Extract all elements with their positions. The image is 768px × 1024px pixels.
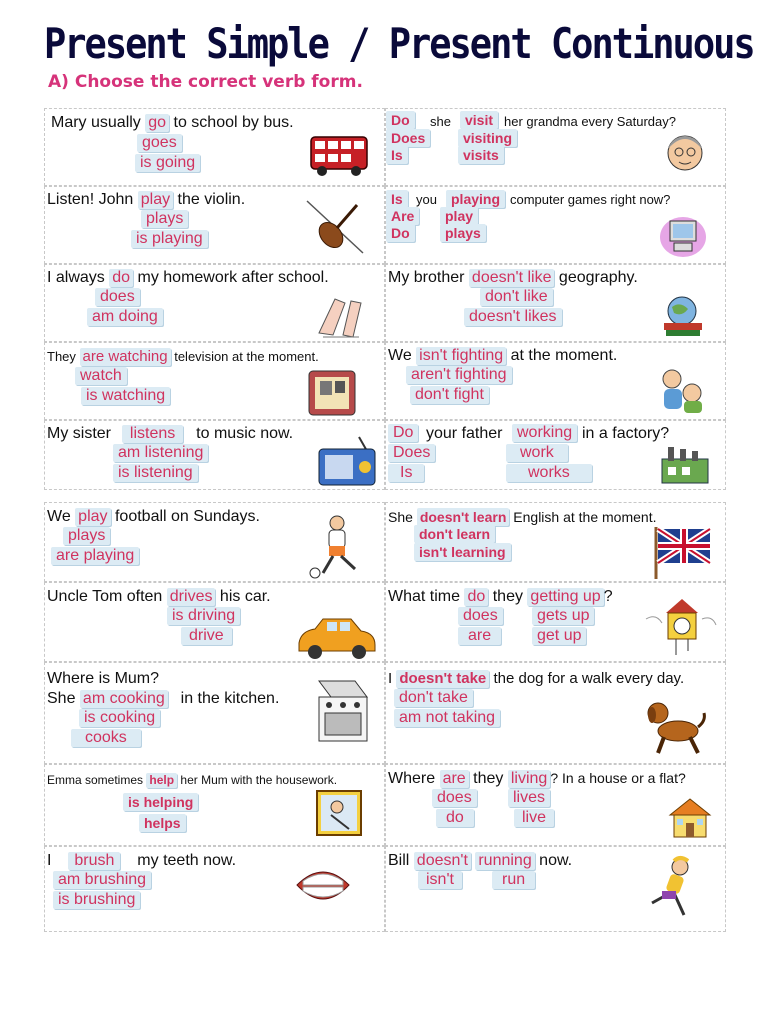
answer-option[interactable]: isn't learning: [414, 543, 511, 561]
answer-option[interactable]: am not taking: [394, 709, 500, 727]
sentence-question: Where is Mum?: [47, 670, 160, 687]
violin-icon: [303, 195, 367, 259]
sentence-end: computer games right now?: [510, 192, 671, 207]
answer-option[interactable]: doesn't like: [469, 269, 555, 287]
answer-option[interactable]: Do: [388, 424, 418, 442]
page-title: Present Simple / Present Continuous: [44, 20, 754, 69]
kids-fighting-icon: [656, 363, 708, 415]
answer-option[interactable]: doesn't likes: [464, 308, 562, 326]
grandma-icon: [662, 129, 708, 181]
factory-icon: [660, 445, 710, 485]
exercise-item-12: [385, 502, 726, 582]
exercise-item-14: [385, 582, 726, 662]
sentence-start: We: [47, 508, 71, 525]
answer-option[interactable]: isn't fighting: [416, 347, 506, 365]
sentence-start: I always: [47, 269, 105, 286]
exercise-item-4: [385, 186, 726, 264]
sentence-end: in the kitchen.: [180, 690, 280, 707]
answer-option[interactable]: living: [508, 770, 550, 788]
television-icon: [307, 367, 357, 419]
sentence-word: they: [492, 588, 523, 605]
sentence-end: my homework after school.: [137, 269, 329, 286]
sentence-start: Emma sometimes: [47, 773, 144, 787]
exercise-item-20: [385, 846, 726, 932]
answer-option[interactable]: does: [458, 607, 503, 625]
answer-option[interactable]: doesn't take: [396, 670, 489, 688]
answer-option[interactable]: help: [146, 773, 177, 788]
answer-option[interactable]: working: [512, 424, 577, 442]
answer-option[interactable]: brush: [68, 852, 120, 870]
answer-option[interactable]: visits: [458, 146, 504, 164]
answer-option[interactable]: works: [506, 464, 592, 482]
answer-option[interactable]: am brushing: [53, 871, 151, 889]
sentence-start: My brother: [388, 269, 465, 286]
sentence-end: the dog for a walk every day.: [493, 670, 685, 687]
question-mark: ?: [603, 588, 613, 605]
answer-option[interactable]: does: [432, 789, 477, 807]
exercise-item-11: [44, 502, 385, 582]
sentence-start: I: [47, 852, 52, 869]
sentence-start: Where: [388, 770, 436, 787]
exercise-item-8: [385, 342, 726, 420]
answer-option[interactable]: Is: [386, 190, 408, 208]
answer-option[interactable]: doesn't: [414, 852, 471, 870]
answer-option[interactable]: are watching: [80, 348, 171, 366]
answer-option[interactable]: getting up: [527, 588, 603, 606]
answer-option[interactable]: Is: [386, 146, 408, 164]
answer-option[interactable]: live: [514, 809, 554, 827]
sentence-end: English at the moment.: [513, 509, 657, 525]
answer-option[interactable]: don't take: [394, 689, 473, 707]
answer-option[interactable]: plays: [63, 527, 110, 545]
exercise-item-9: [44, 420, 385, 490]
exercise-grid: [44, 108, 726, 933]
exercise-item-6: [385, 264, 726, 342]
stove-icon: [315, 677, 371, 743]
exercise-item-5: [44, 264, 385, 342]
answer-option[interactable]: is playing: [131, 230, 208, 248]
answer-option[interactable]: watch: [75, 367, 127, 385]
sentence-end: in a factory?: [582, 425, 670, 442]
answer-option[interactable]: listens: [122, 425, 183, 443]
answer-option[interactable]: doesn't learn: [417, 508, 510, 526]
answer-option[interactable]: play: [440, 207, 478, 225]
answer-option[interactable]: Do: [386, 224, 415, 242]
cuckoo-clock-icon: [642, 595, 718, 659]
answer-option[interactable]: is watching: [81, 387, 170, 405]
answer-option[interactable]: am cooking: [80, 690, 168, 708]
house-icon: [666, 795, 714, 841]
dog-icon: [644, 693, 710, 757]
sentence-start: Uncle Tom often: [47, 588, 163, 605]
exercise-item-19: [44, 846, 385, 932]
exercise-item-13: [44, 582, 385, 662]
answer-option[interactable]: is listening: [113, 464, 198, 482]
answer-option[interactable]: playing: [446, 190, 505, 208]
exercise-instruction: A) Choose the correct verb form.: [48, 72, 363, 92]
answer-option[interactable]: Are: [386, 207, 419, 225]
sentence-start: She: [47, 690, 76, 707]
uk-flag-icon: [652, 523, 714, 581]
sentence-start: Mary usually: [51, 114, 141, 131]
answer-option[interactable]: are playing: [51, 547, 139, 565]
sentence-start: We: [388, 347, 412, 364]
answer-option[interactable]: Is: [388, 464, 424, 482]
sentence-start: What time: [388, 588, 461, 605]
answer-option[interactable]: are: [458, 627, 501, 645]
sentence-start: Bill: [388, 852, 410, 869]
answer-option[interactable]: does: [95, 288, 140, 306]
sentence-start: She: [388, 509, 413, 525]
answer-option[interactable]: lives: [508, 789, 550, 807]
answer-option[interactable]: drives: [167, 588, 216, 606]
cleaning-icon: [315, 789, 363, 839]
exercise-item-2: [385, 108, 726, 186]
answer-option[interactable]: Does: [388, 444, 435, 462]
answer-option[interactable]: run: [492, 871, 535, 889]
sentence-end: television at the moment.: [174, 349, 319, 364]
teeth-icon: [291, 859, 355, 915]
sentence-end: my teeth now.: [137, 852, 237, 869]
answer-option[interactable]: am listening: [113, 444, 208, 462]
answer-option[interactable]: don't learn: [414, 525, 495, 543]
answer-option[interactable]: is cooking: [79, 709, 160, 727]
answer-option[interactable]: play: [75, 508, 110, 526]
answer-option[interactable]: helps: [139, 814, 186, 832]
answer-option[interactable]: is helping: [123, 793, 198, 811]
answer-option[interactable]: aren't fighting: [406, 366, 512, 384]
answer-option[interactable]: don't like: [480, 288, 553, 306]
answer-option[interactable]: goes: [137, 134, 182, 152]
answer-option[interactable]: Do: [386, 111, 415, 129]
sentence-start: Listen! John: [47, 191, 134, 208]
exercise-item-18: [385, 764, 726, 846]
sentence-end: football on Sundays.: [114, 508, 260, 525]
sentence-end: to music now.: [196, 425, 294, 442]
exercise-item-7: [44, 342, 385, 420]
sentence-end: his car.: [219, 588, 271, 605]
answer-option[interactable]: do: [436, 809, 474, 827]
answer-option[interactable]: are: [440, 770, 469, 788]
answer-option[interactable]: gets up: [532, 607, 594, 625]
answer-option[interactable]: is going: [135, 154, 200, 172]
exercise-item-1: [44, 108, 385, 186]
answer-option[interactable]: am doing: [87, 308, 163, 326]
sentence-start: They: [47, 349, 76, 364]
answer-option[interactable]: is brushing: [53, 891, 140, 909]
sentence-start: I: [388, 670, 393, 687]
answer-option[interactable]: cooks: [71, 729, 141, 747]
sentence-word: she: [430, 114, 451, 129]
sentence-word: your father: [426, 425, 503, 442]
sentence-end: the violin.: [177, 191, 246, 208]
answer-option[interactable]: visiting: [458, 129, 517, 147]
sentence-end: her grandma every Saturday?: [504, 114, 676, 129]
exercise-item-17: [44, 764, 385, 846]
answer-option[interactable]: do: [464, 588, 488, 606]
sentence-end: to school by bus.: [173, 114, 294, 131]
answer-option[interactable]: plays: [440, 224, 486, 242]
answer-option[interactable]: get up: [532, 627, 586, 645]
sentence-word: they: [473, 770, 504, 787]
answer-option[interactable]: drive: [181, 627, 232, 645]
writing-hand-icon: [315, 293, 365, 339]
car-icon: [293, 615, 379, 661]
sentence-end: now.: [539, 852, 573, 869]
sentence-end: her Mum with the housework.: [180, 773, 338, 787]
answer-option[interactable]: don't fight: [410, 386, 489, 404]
sentence-end: at the moment.: [510, 347, 618, 364]
answer-option[interactable]: visit: [460, 111, 498, 129]
running-boy-icon: [638, 855, 710, 925]
answer-option[interactable]: plays: [141, 210, 188, 228]
answer-option[interactable]: do: [109, 269, 133, 287]
computer-icon: [658, 211, 708, 261]
exercise-item-16: [385, 662, 726, 764]
football-player-icon: [305, 513, 369, 579]
answer-option[interactable]: is driving: [167, 607, 240, 625]
bus-icon: [307, 131, 371, 179]
exercise-item-15: [44, 662, 385, 764]
sentence-end: geography.: [558, 269, 638, 286]
globe-books-icon: [658, 291, 708, 337]
exercise-item-10: [385, 420, 726, 490]
sentence-word: you: [416, 192, 437, 207]
answer-option[interactable]: Does: [386, 129, 430, 147]
radio-icon: [315, 435, 379, 489]
sentence-end: ? In a house or a flat?: [550, 770, 686, 786]
answer-option[interactable]: go: [145, 114, 169, 132]
answer-option[interactable]: work: [506, 444, 568, 462]
answer-option[interactable]: running: [475, 852, 534, 870]
answer-option[interactable]: isn't: [418, 871, 462, 889]
exercise-item-3: [44, 186, 385, 264]
answer-option[interactable]: play: [138, 191, 173, 209]
sentence-start: My sister: [47, 425, 111, 442]
